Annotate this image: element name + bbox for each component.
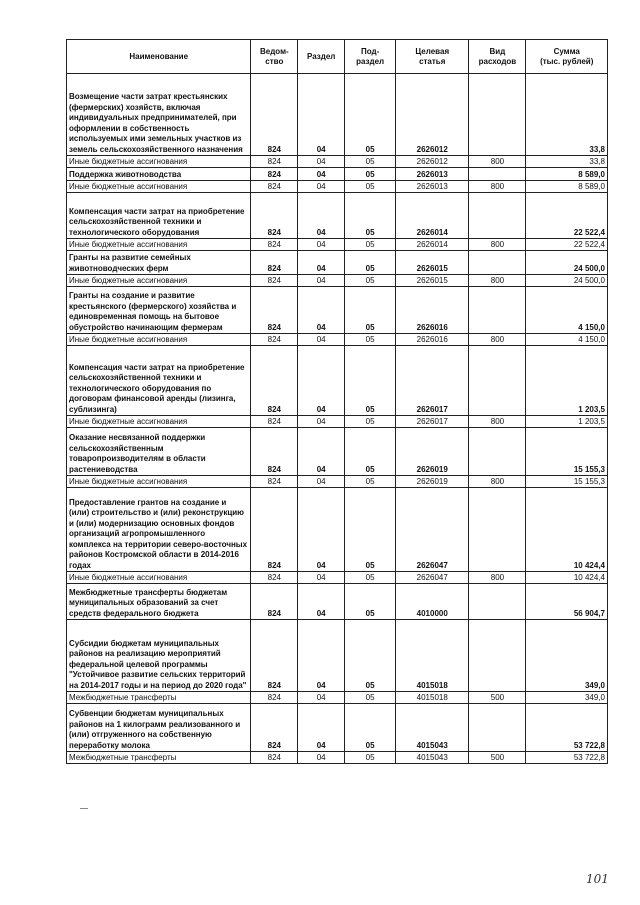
- cell-vedomstvo: 824: [251, 752, 298, 764]
- cell-vid: 500: [469, 752, 526, 764]
- cell-razdel: 04: [298, 704, 345, 752]
- cell-razdel: 04: [298, 572, 345, 584]
- table-row: [67, 181, 608, 193]
- cell-vedomstvo: 824: [251, 620, 298, 692]
- table-row: [67, 704, 608, 752]
- cell-vedomstvo: 824: [251, 251, 298, 275]
- table-header-row: [67, 40, 608, 74]
- cell-name: Иные бюджетные ассигнования: [67, 181, 251, 193]
- footer-dash: [80, 808, 88, 809]
- table-row: [67, 287, 608, 334]
- cell-vedomstvo: 824: [251, 416, 298, 428]
- cell-podrazdel: 05: [345, 156, 396, 168]
- cell-target: 2626019: [396, 476, 469, 488]
- cell-podrazdel: 05: [345, 251, 396, 275]
- cell-vedomstvo: 824: [251, 181, 298, 193]
- cell-podrazdel: 05: [345, 572, 396, 584]
- cell-sum: 10 424,4: [526, 488, 608, 572]
- cell-razdel: 04: [298, 251, 345, 275]
- cell-sum: 4 150,0: [526, 287, 608, 334]
- table-row: [67, 239, 608, 251]
- table-row: [67, 193, 608, 239]
- cell-podrazdel: 05: [345, 704, 396, 752]
- cell-name: Субвенции бюджетам муниципальных районов на 1 килограмм реализованного и (или) отгруженного на собственную переработку молока: [67, 704, 251, 752]
- cell-vid: [469, 287, 526, 334]
- cell-vid: [469, 251, 526, 275]
- table-row: [67, 156, 608, 168]
- cell-name: Поддержка животноводства: [67, 168, 251, 181]
- cell-razdel: 04: [298, 156, 345, 168]
- cell-razdel: 04: [298, 692, 345, 704]
- table-row: [67, 346, 608, 416]
- cell-razdel: 04: [298, 752, 345, 764]
- cell-target: 2626016: [396, 287, 469, 334]
- cell-sum: 22 522,4: [526, 193, 608, 239]
- cell-target: 2626017: [396, 346, 469, 416]
- cell-sum: 24 500,0: [526, 251, 608, 275]
- cell-razdel: 04: [298, 346, 345, 416]
- cell-target: 2626012: [396, 156, 469, 168]
- cell-vedomstvo: 824: [251, 239, 298, 251]
- header-vid: Вид расходов: [469, 40, 526, 74]
- cell-sum: 15 155,3: [526, 476, 608, 488]
- cell-target: 4010000: [396, 584, 469, 620]
- cell-name: Иные бюджетные ассигнования: [67, 275, 251, 287]
- cell-target: 2626013: [396, 168, 469, 181]
- cell-name: Иные бюджетные ассигнования: [67, 156, 251, 168]
- cell-sum: 8 589,0: [526, 181, 608, 193]
- cell-name: Иные бюджетные ассигнования: [67, 416, 251, 428]
- header-sum: Сумма (тыс. рублей): [526, 40, 608, 74]
- cell-vid: [469, 193, 526, 239]
- cell-vedomstvo: 824: [251, 476, 298, 488]
- cell-podrazdel: 05: [345, 752, 396, 764]
- cell-vid: [469, 74, 526, 156]
- cell-podrazdel: 05: [345, 488, 396, 572]
- cell-vedomstvo: 824: [251, 488, 298, 572]
- cell-podrazdel: 05: [345, 476, 396, 488]
- cell-name: Гранты на создание и развитие крестьянского (фермерского) хозяйства и единовременная помощь на бытовое обустройство начинающим фермерам: [67, 287, 251, 334]
- cell-razdel: 04: [298, 239, 345, 251]
- table-row: [67, 251, 608, 275]
- cell-razdel: 04: [298, 476, 345, 488]
- table-row: [67, 416, 608, 428]
- cell-razdel: 04: [298, 620, 345, 692]
- cell-razdel: 04: [298, 275, 345, 287]
- table-row: [67, 584, 608, 620]
- cell-name: Субсидии бюджетам муниципальных районов на реализацию мероприятий федеральной целевой программы "Устойчивое развитие сельских территорий на 2014-2017 годы и на период до 2020 года": [67, 620, 251, 692]
- cell-name: Гранты на развитие семейных животноводческих ферм: [67, 251, 251, 275]
- budget-table: [66, 39, 608, 764]
- table-row: [67, 488, 608, 572]
- cell-target: 2626016: [396, 334, 469, 346]
- cell-vid: 800: [469, 572, 526, 584]
- cell-vid: 800: [469, 416, 526, 428]
- cell-name: Компенсация части затрат на приобретение сельскохозяйственной техники и технологического оборудования: [67, 193, 251, 239]
- cell-target: 2626047: [396, 572, 469, 584]
- cell-podrazdel: 05: [345, 620, 396, 692]
- cell-target: 2626015: [396, 251, 469, 275]
- cell-vedomstvo: 824: [251, 692, 298, 704]
- cell-target: 2626013: [396, 181, 469, 193]
- cell-razdel: 04: [298, 416, 345, 428]
- cell-name: Иные бюджетные ассигнования: [67, 476, 251, 488]
- cell-vedomstvo: 824: [251, 156, 298, 168]
- cell-podrazdel: 05: [345, 193, 396, 239]
- table-row: [67, 168, 608, 181]
- cell-podrazdel: 05: [345, 168, 396, 181]
- table-row: [67, 692, 608, 704]
- cell-name: Межбюджетные трансферты: [67, 752, 251, 764]
- table-row: [67, 428, 608, 476]
- table-row: [67, 752, 608, 764]
- cell-target: 2626014: [396, 239, 469, 251]
- cell-razdel: 04: [298, 193, 345, 239]
- cell-podrazdel: 05: [345, 428, 396, 476]
- cell-name: Иные бюджетные ассигнования: [67, 334, 251, 346]
- cell-vid: 800: [469, 275, 526, 287]
- cell-vid: 800: [469, 476, 526, 488]
- header-vedomstvo: Ведом- ство: [251, 40, 298, 74]
- cell-razdel: 04: [298, 287, 345, 334]
- cell-name: Возмещение части затрат крестьянских (фермерских) хозяйств, включая индивидуальных предпринимателей, при оформлении в собственность используемых ими земельных участков из земель сельскохозяйственного назначения: [67, 74, 251, 156]
- cell-sum: 4 150,0: [526, 334, 608, 346]
- table-row: [67, 334, 608, 346]
- cell-podrazdel: 05: [345, 287, 396, 334]
- cell-podrazdel: 05: [345, 416, 396, 428]
- page-mark: 101: [586, 872, 609, 886]
- cell-target: 2626019: [396, 428, 469, 476]
- cell-name: Предоставление грантов на создание и (или) строительство и (или) реконструкцию и (или) модернизацию основных фондов организаций агропромышленного комплекса на территории северо-восточных районов Костромской области в 2014-2016 годах: [67, 488, 251, 572]
- cell-target: 2626015: [396, 275, 469, 287]
- cell-podrazdel: 05: [345, 334, 396, 346]
- cell-razdel: 04: [298, 334, 345, 346]
- cell-vid: 800: [469, 181, 526, 193]
- cell-vid: 500: [469, 692, 526, 704]
- header-razdel: Раздел: [298, 40, 345, 74]
- cell-vedomstvo: 824: [251, 704, 298, 752]
- cell-vedomstvo: 824: [251, 168, 298, 181]
- cell-vid: [469, 346, 526, 416]
- cell-vid: [469, 704, 526, 752]
- cell-target: 2626014: [396, 193, 469, 239]
- cell-razdel: 04: [298, 181, 345, 193]
- cell-vid: [469, 488, 526, 572]
- cell-podrazdel: 05: [345, 275, 396, 287]
- cell-razdel: 04: [298, 584, 345, 620]
- cell-sum: 22 522,4: [526, 239, 608, 251]
- cell-vedomstvo: 824: [251, 287, 298, 334]
- cell-sum: 33,8: [526, 156, 608, 168]
- cell-sum: 349,0: [526, 692, 608, 704]
- cell-sum: 1 203,5: [526, 346, 608, 416]
- cell-vedomstvo: 824: [251, 584, 298, 620]
- cell-vedomstvo: 824: [251, 275, 298, 287]
- cell-vid: [469, 584, 526, 620]
- cell-sum: 56 904,7: [526, 584, 608, 620]
- cell-sum: 1 203,5: [526, 416, 608, 428]
- cell-podrazdel: 05: [345, 346, 396, 416]
- cell-name: Иные бюджетные ассигнования: [67, 572, 251, 584]
- table-row: [67, 572, 608, 584]
- cell-podrazdel: 05: [345, 181, 396, 193]
- cell-vedomstvo: 824: [251, 74, 298, 156]
- cell-name: Иные бюджетные ассигнования: [67, 239, 251, 251]
- cell-target: 2626012: [396, 74, 469, 156]
- cell-name: Оказание несвязанной поддержки сельскохозяйственным товаропроизводителям в области растениеводства: [67, 428, 251, 476]
- cell-sum: 349,0: [526, 620, 608, 692]
- cell-target: 4015018: [396, 620, 469, 692]
- table-row: [67, 74, 608, 156]
- cell-sum: 53 722,8: [526, 752, 608, 764]
- cell-vedomstvo: 824: [251, 346, 298, 416]
- cell-target: 4015018: [396, 692, 469, 704]
- cell-vedomstvo: 824: [251, 428, 298, 476]
- cell-vid: [469, 168, 526, 181]
- cell-podrazdel: 05: [345, 74, 396, 156]
- table-row: [67, 620, 608, 692]
- cell-sum: 53 722,8: [526, 704, 608, 752]
- cell-name: Межбюджетные трансферты: [67, 692, 251, 704]
- cell-razdel: 04: [298, 168, 345, 181]
- cell-sum: 33,8: [526, 74, 608, 156]
- cell-target: 2626047: [396, 488, 469, 572]
- cell-vedomstvo: 824: [251, 572, 298, 584]
- cell-razdel: 04: [298, 428, 345, 476]
- table-row: [67, 476, 608, 488]
- header-name: Наименование: [67, 40, 251, 74]
- cell-target: 4015043: [396, 752, 469, 764]
- cell-vid: 800: [469, 239, 526, 251]
- cell-podrazdel: 05: [345, 239, 396, 251]
- cell-target: 2626017: [396, 416, 469, 428]
- cell-razdel: 04: [298, 74, 345, 156]
- header-target: Целевая статья: [396, 40, 469, 74]
- cell-vid: [469, 428, 526, 476]
- cell-podrazdel: 05: [345, 692, 396, 704]
- cell-podrazdel: 05: [345, 584, 396, 620]
- cell-name: Межбюджетные трансферты бюджетам муниципальных образований за счет средств федерального бюджета: [67, 584, 251, 620]
- cell-sum: 8 589,0: [526, 168, 608, 181]
- cell-vid: 800: [469, 156, 526, 168]
- table-body: [67, 74, 608, 764]
- cell-sum: 24 500,0: [526, 275, 608, 287]
- cell-razdel: 04: [298, 488, 345, 572]
- cell-vid: [469, 620, 526, 692]
- cell-sum: 15 155,3: [526, 428, 608, 476]
- cell-vedomstvo: 824: [251, 193, 298, 239]
- cell-vid: 800: [469, 334, 526, 346]
- table-row: [67, 275, 608, 287]
- cell-sum: 10 424,4: [526, 572, 608, 584]
- header-podrazdel: Под- раздел: [345, 40, 396, 74]
- cell-vedomstvo: 824: [251, 334, 298, 346]
- cell-name: Компенсация части затрат на приобретение сельскохозяйственной техники и технологического оборудования по договорам финансовой аренды (лизинга, сублизинга): [67, 346, 251, 416]
- cell-target: 4015043: [396, 704, 469, 752]
